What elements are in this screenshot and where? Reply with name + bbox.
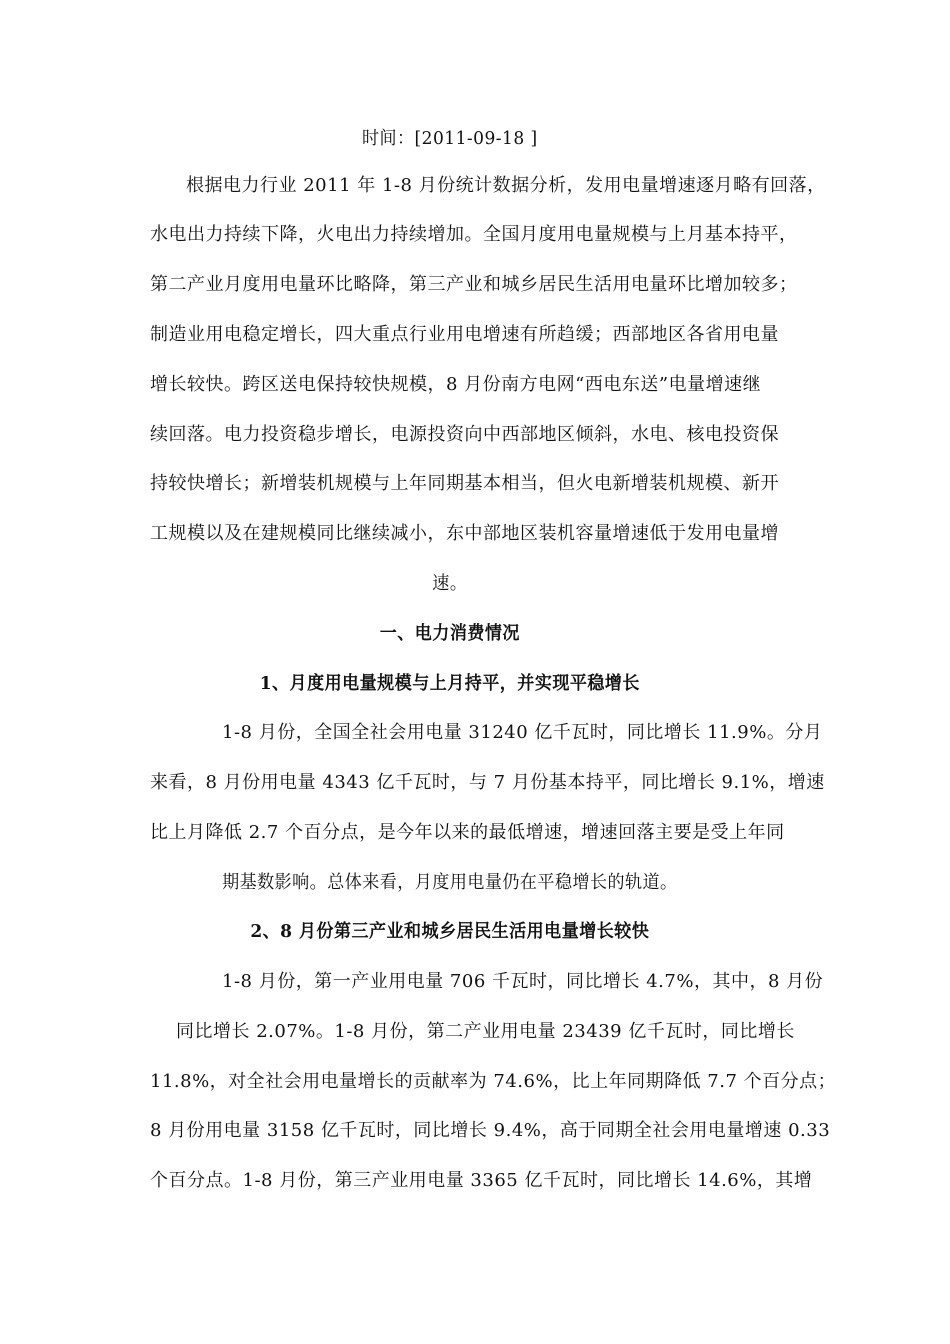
subsection-2-line-4: 8 月份用电量 3158 亿千瓦时，同比增长 9.4%，高于同期全社会用电量增速 0.33 xyxy=(150,1120,831,1141)
subsection-2-line-2: 同比增长 2.07%。1-8 月份，第二产业用电量 23439 亿千瓦时，同比增长 xyxy=(176,1021,795,1042)
intro-line-9: 速。 xyxy=(432,573,468,594)
subsection-1-line-2: 来看，8 月份用电量 4343 亿千瓦时，与 7 月份基本持平，同比增长 9.1%，增速 xyxy=(150,772,825,793)
subsection-1-line-3: 比上月降低 2.7 个百分点，是今年以来的最低增速，增速回落主要是受上年同 xyxy=(150,822,785,843)
subsection-2-line-5: 个百分点。1-8 月份，第三产业用电量 3365 亿千瓦时，同比增长 14.6%，其增 xyxy=(150,1170,813,1191)
subsection-2-line-3: 11.8%，对全社会用电量增长的贡献率为 74.6%，比上年同期降低 7.7 个百分点； xyxy=(150,1071,837,1092)
subsection-2-line-1: 1-8 月份，第一产业用电量 706 千瓦时，同比增长 4.7%，其中，8 月份 xyxy=(222,971,824,992)
intro-line-6: 续回落。电力投资稳步增长，电源投资向中西部地区倾斜，水电、核电投资保 xyxy=(150,424,779,445)
intro-line-4: 制造业用电稳定增长，四大重点行业用电增速有所趋缓；西部地区各省用电量 xyxy=(150,324,779,345)
section-heading: 一、电力消费情况 xyxy=(379,623,520,644)
subsection-1-line-4: 期基数影响。总体来看，月度用电量仍在平稳增长的轨道。 xyxy=(222,872,678,893)
intro-line-1: 根据电力行业 2011 年 1-8 月份统计数据分析，发用电量增速逐月略有回落， xyxy=(186,175,826,196)
date-line: 时间：[2011-09-18 ] xyxy=(361,128,538,149)
subsection-1-heading: 1、月度用电量规模与上月持平，并实现平稳增长 xyxy=(259,673,640,694)
intro-line-2: 水电出力持续下降，火电出力持续增加。全国月度用电量规模与上月基本持平， xyxy=(150,224,798,245)
intro-line-3: 第二产业月度用电量环比略降，第三产业和城乡居民生活用电量环比增加较多； xyxy=(150,274,798,295)
subsection-1-line-1: 1-8 月份，全国全社会用电量 31240 亿千瓦时，同比增长 11.9%。分月 xyxy=(222,722,823,743)
intro-line-7: 持较快增长；新增装机规模与上年同期基本相当，但火电新增装机规模、新开 xyxy=(150,473,779,494)
subsection-2-heading: 2、8 月份第三产业和城乡居民生活用电量增长较快 xyxy=(250,921,650,942)
intro-line-8: 工规模以及在建规模同比继续减小，东中部地区装机容量增速低于发用电量增 xyxy=(150,523,779,544)
intro-line-5: 增长较快。跨区送电保持较快规模，8 月份南方电网“西电东送”电量增速继 xyxy=(150,374,762,395)
